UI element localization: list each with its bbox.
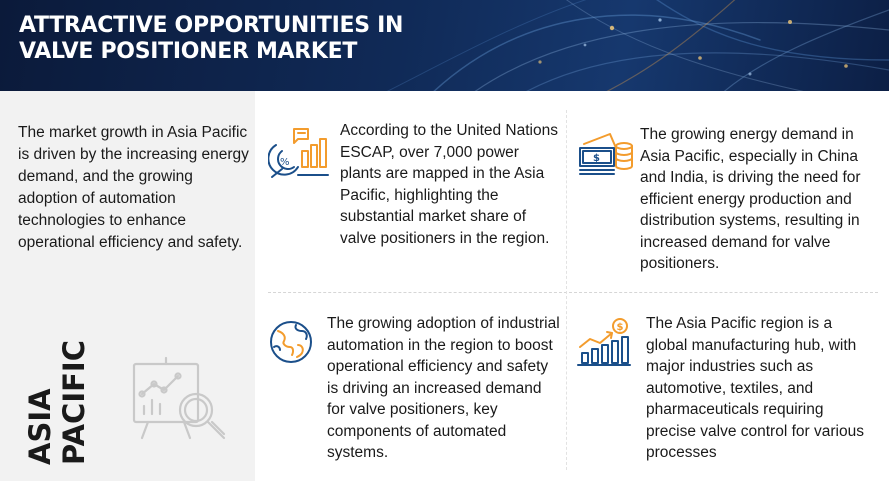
svg-text:%: % <box>280 157 290 168</box>
region-label-line-2: PACIFIC <box>57 340 91 465</box>
opportunity-card-industrial-automation <box>268 313 568 463</box>
panel-divider <box>255 91 257 481</box>
svg-text:$: $ <box>593 153 600 164</box>
svg-text:$: $ <box>616 322 624 333</box>
region-label-line-1: ASIA <box>23 388 57 465</box>
page-title: ATTRACTIVE OPPORTUNITIES IN VALVE POSITIONER MARKET <box>19 13 404 64</box>
analytics-board-icon <box>128 356 232 448</box>
growth-bar-chart-icon <box>576 317 632 369</box>
grid-divider-horizontal <box>268 292 878 293</box>
opportunity-card-power-plants <box>268 120 568 270</box>
globe-icon <box>268 319 314 365</box>
header-banner <box>0 0 889 91</box>
percent-chart-icon <box>268 125 330 183</box>
card-text: The growing energy demand in Asia Pacific, especially in China and India, is driving the need for efficient energy production and distribution systems, resulting in increased demand for valve positioners. <box>640 126 861 272</box>
money-stack-icon <box>578 130 634 176</box>
opportunity-card-manufacturing-hub <box>576 313 881 463</box>
card-text: The growing adoption of industrial automation in the region to boost operational efficiency and safety is driving an increased demand for valve positioners, key components of automated systems. <box>327 315 560 461</box>
opportunity-card-energy-demand <box>578 124 878 274</box>
card-text: The Asia Pacific region is a global manufacturing hub, with major industries such as automotive, textiles, and pharmaceuticals requiring precise valve control for various processes <box>646 315 864 461</box>
summary-text: The market growth in Asia Pacific is driven by the increasing energy demand, and the growing adoption of automation technologies to enhance operational efficiency and safety. <box>18 124 249 251</box>
region-label <box>20 340 100 465</box>
card-text: According to the United Nations ESCAP, over 7,000 power plants are mapped in the Asia Pacific, highlighting the substantial market share of valve positioners in the region. <box>340 122 558 247</box>
